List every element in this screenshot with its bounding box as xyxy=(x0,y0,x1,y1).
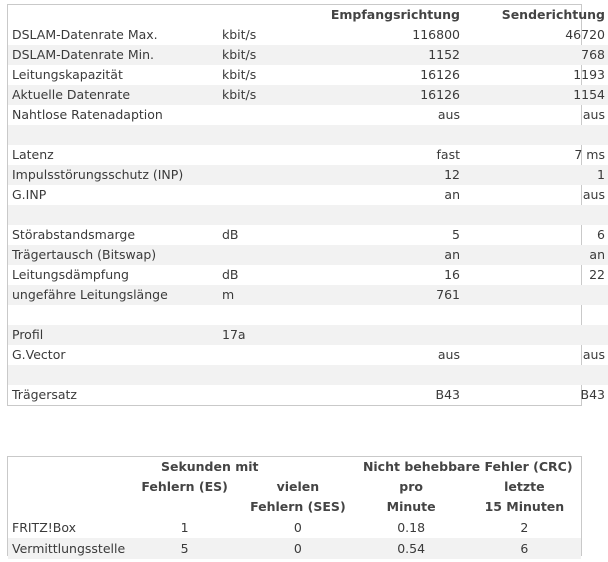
row-label: Latenz xyxy=(12,147,54,162)
row-upstream-value xyxy=(463,305,608,325)
row-label: Störabstandsmarge xyxy=(12,227,136,242)
error-row-label: FRITZ!Box xyxy=(12,520,77,535)
error-statistics-row xyxy=(8,517,581,538)
row-downstream-value: fast xyxy=(436,147,460,162)
row-upstream-value: 1154 xyxy=(463,85,608,105)
row-upstream-value: 22 xyxy=(589,267,605,282)
header-unit xyxy=(219,5,305,25)
row-downstream-value xyxy=(305,125,463,145)
row-downstream-value: 12 xyxy=(305,165,463,185)
row-upstream-value: aus xyxy=(582,107,605,122)
error-crc-per-minute-value: 0.54 xyxy=(355,538,468,559)
row-upstream-value xyxy=(463,285,608,305)
error-row-label: Vermittlungsstelle xyxy=(8,538,128,559)
line-statistics-row xyxy=(8,225,608,245)
row-upstream-value xyxy=(463,205,608,225)
row-label: DSLAM-Datenrate Max. xyxy=(12,27,158,42)
row-label: Profil xyxy=(8,325,219,345)
line-statistics-row xyxy=(8,365,608,385)
line-statistics-row xyxy=(8,305,608,325)
row-downstream-value: 5 xyxy=(452,227,460,242)
row-label: Trägertausch (Bitswap) xyxy=(8,245,219,265)
line-statistics-row xyxy=(8,85,608,105)
header-upstream: Senderichtung xyxy=(501,7,605,22)
error-col-es-line2 xyxy=(128,497,241,517)
row-unit xyxy=(219,165,305,185)
row-unit: kbit/s xyxy=(219,45,305,65)
row-label xyxy=(8,305,219,325)
error-col-ses-line2: Fehlern (SES) xyxy=(250,499,346,514)
error-header-empty xyxy=(8,457,128,477)
error-col-pro-line2: Minute xyxy=(386,499,436,514)
row-unit xyxy=(219,145,305,165)
row-label: G.Vector xyxy=(12,347,66,362)
row-unit: kbit/s xyxy=(222,27,257,42)
error-crc-15min-value: 2 xyxy=(520,520,529,535)
row-upstream-value: 1 xyxy=(463,165,608,185)
row-label: G.INP xyxy=(12,187,47,202)
row-upstream-value: an xyxy=(463,245,608,265)
line-statistics-row xyxy=(8,165,608,185)
error-col-crc-line2: 15 Minuten xyxy=(484,499,565,514)
row-upstream-value: 46720 xyxy=(565,27,605,42)
row-label xyxy=(8,365,219,385)
row-unit xyxy=(219,305,305,325)
error-statistics-panel xyxy=(7,456,582,556)
error-col-crc-line1: letzte xyxy=(504,479,545,494)
error-col-ses-line1: vielen xyxy=(276,479,320,494)
row-upstream-value xyxy=(463,325,608,345)
error-col-pro-line1: pro xyxy=(399,479,423,494)
header-downstream: Empfangsrichtung xyxy=(330,7,460,22)
row-unit: m xyxy=(219,285,305,305)
row-upstream-value: 7 ms xyxy=(574,147,605,162)
row-label: Nahtlose Ratenadaption xyxy=(12,107,163,122)
line-statistics-row xyxy=(8,105,608,125)
row-unit: 17a xyxy=(219,325,305,345)
error-group-crc: Nicht behebbare Fehler (CRC) xyxy=(362,459,573,474)
line-statistics-row xyxy=(8,65,608,85)
error-group-header-row xyxy=(8,457,581,477)
line-statistics-header-row xyxy=(8,5,608,25)
line-statistics-row xyxy=(8,285,608,305)
line-statistics-row xyxy=(8,185,608,205)
header-label xyxy=(8,5,219,25)
row-downstream-value: 1152 xyxy=(305,45,463,65)
line-statistics-row xyxy=(8,205,608,225)
row-unit: dB xyxy=(222,227,239,242)
row-upstream-value xyxy=(463,125,608,145)
error-crc-15min-value: 6 xyxy=(468,538,581,559)
row-label xyxy=(8,125,219,145)
row-unit: kbit/s xyxy=(222,67,257,82)
row-downstream-value: an xyxy=(444,187,460,202)
error-es-value: 5 xyxy=(128,538,241,559)
row-downstream-value: 16126 xyxy=(305,85,463,105)
error-group-seconds: Sekunden mit xyxy=(160,459,259,474)
error-ses-value: 0 xyxy=(241,538,354,559)
error-col-es: Fehlern (ES) xyxy=(141,479,228,494)
line-statistics-panel xyxy=(7,4,605,406)
row-label: DSLAM-Datenrate Min. xyxy=(8,45,219,65)
line-statistics-row xyxy=(8,345,608,365)
row-upstream-value: 768 xyxy=(463,45,608,65)
row-downstream-value: 116800 xyxy=(412,27,460,42)
row-unit xyxy=(219,245,305,265)
error-subheader-row-2 xyxy=(8,497,581,517)
row-upstream-value: 1193 xyxy=(573,67,605,82)
error-statistics-table xyxy=(8,457,581,559)
row-downstream-value: aus xyxy=(437,347,460,362)
line-statistics-row xyxy=(8,145,608,165)
row-downstream-value: 16 xyxy=(444,267,460,282)
row-label: Trägersatz xyxy=(12,387,77,402)
row-upstream-value: aus xyxy=(582,347,605,362)
row-upstream-value: B43 xyxy=(580,387,605,402)
error-ses-value: 0 xyxy=(293,520,302,535)
row-downstream-value: aus xyxy=(437,107,460,122)
row-downstream-value: an xyxy=(305,245,463,265)
line-statistics-row xyxy=(8,245,608,265)
line-statistics-row xyxy=(8,265,608,285)
row-upstream-value: 6 xyxy=(597,227,605,242)
error-statistics-row xyxy=(8,538,581,559)
row-unit: dB xyxy=(222,267,239,282)
line-statistics-table xyxy=(8,5,608,405)
line-statistics-row xyxy=(8,45,608,65)
row-downstream-value: 16126 xyxy=(420,67,460,82)
row-upstream-value xyxy=(463,365,608,385)
row-downstream-value: 761 xyxy=(305,285,463,305)
row-unit xyxy=(219,385,305,405)
error-subheader-row-1 xyxy=(8,477,581,497)
row-label: ungefähre Leitungslänge xyxy=(8,285,219,305)
error-subheader-empty-2 xyxy=(8,497,128,517)
error-es-value: 1 xyxy=(180,520,189,535)
row-unit xyxy=(219,205,305,225)
line-statistics-row xyxy=(8,125,608,145)
line-statistics-row xyxy=(8,385,608,405)
row-label: Leitungskapazität xyxy=(12,67,123,82)
row-downstream-value xyxy=(305,205,463,225)
row-downstream-value xyxy=(305,305,463,325)
row-downstream-value xyxy=(305,325,463,345)
row-label: Leitungsdämpfung xyxy=(12,267,129,282)
row-unit xyxy=(219,365,305,385)
row-label: Impulsstörungsschutz (INP) xyxy=(8,165,219,185)
row-label: Aktuelle Datenrate xyxy=(8,85,219,105)
line-statistics-row xyxy=(8,325,608,345)
row-unit xyxy=(219,185,305,205)
row-unit xyxy=(219,105,305,125)
row-unit xyxy=(219,125,305,145)
row-downstream-value xyxy=(305,365,463,385)
row-downstream-value: B43 xyxy=(435,387,460,402)
row-unit: kbit/s xyxy=(219,85,305,105)
row-unit xyxy=(219,345,305,365)
error-crc-per-minute-value: 0.18 xyxy=(397,520,426,535)
row-upstream-value: aus xyxy=(582,187,605,202)
error-subheader-empty xyxy=(8,477,128,497)
line-statistics-row xyxy=(8,25,608,45)
row-label xyxy=(8,205,219,225)
